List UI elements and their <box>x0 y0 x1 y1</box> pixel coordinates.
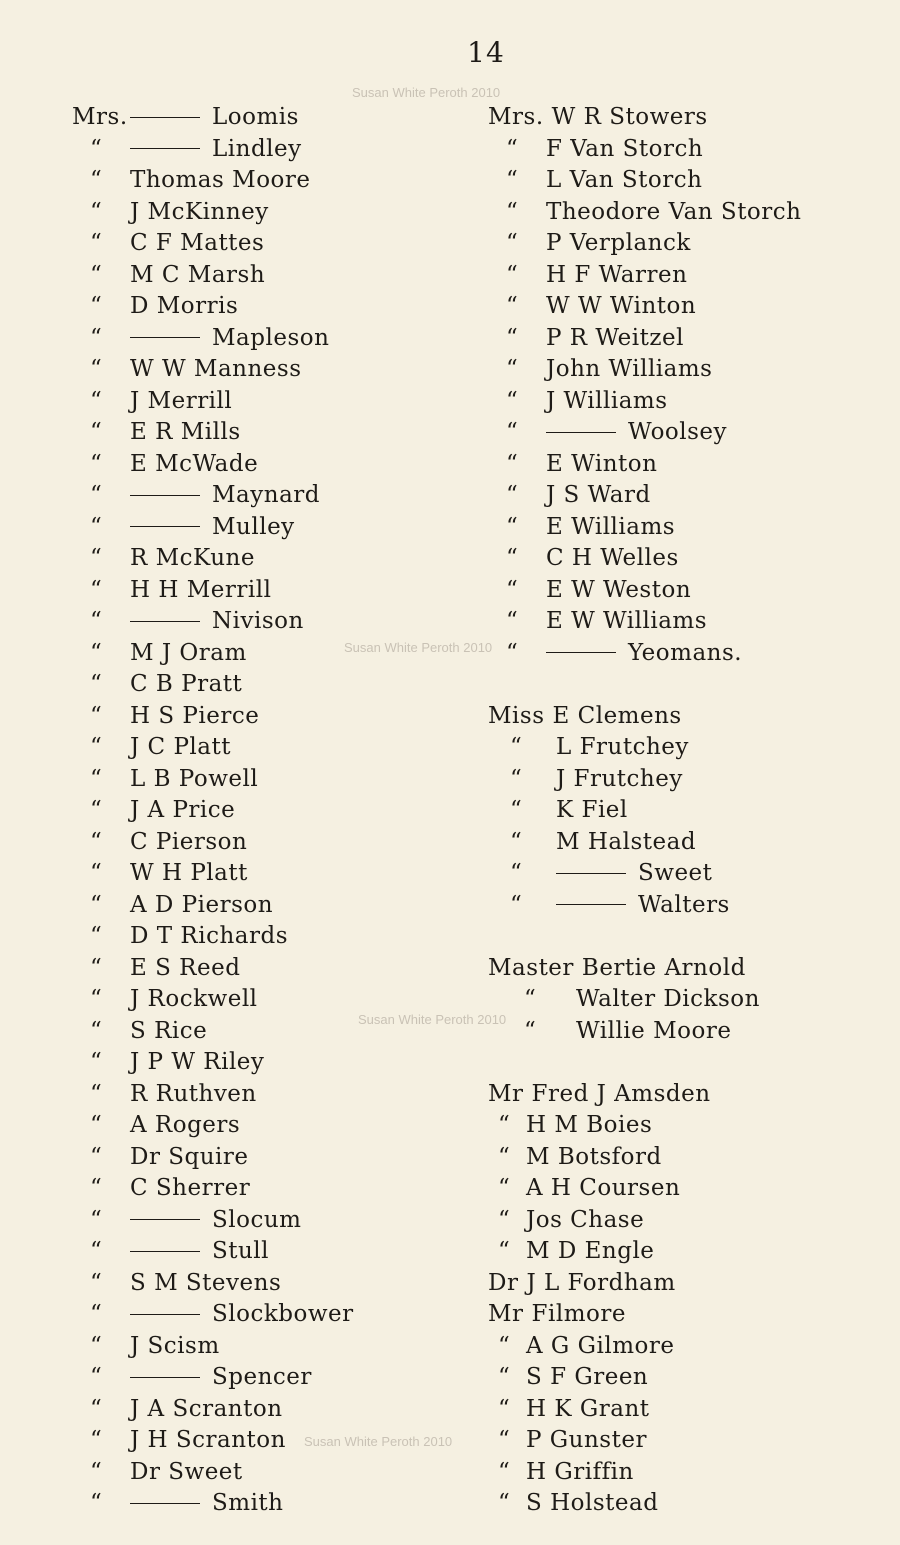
name-entry <box>72 1268 472 1300</box>
person-name: C H Welles <box>546 545 679 571</box>
person-name: Jos Chase <box>526 1206 645 1233</box>
honorific-prefix: “ <box>498 1238 511 1264</box>
person-name: J Scism <box>130 1332 220 1359</box>
blank-dash <box>130 621 200 622</box>
honorific-prefix: “ <box>90 1049 103 1075</box>
name-entry <box>488 795 888 827</box>
person-name: J L Fordham <box>526 1269 676 1296</box>
person-name: F Van Storch <box>546 135 704 162</box>
honorific-prefix: “ <box>506 608 519 634</box>
name-entry <box>488 701 888 733</box>
name-entry <box>488 449 888 481</box>
honorific-prefix: “ <box>90 1364 103 1390</box>
honorific-prefix: “ <box>90 293 103 319</box>
person-name: C Pierson <box>130 828 248 855</box>
name-entry <box>488 354 888 386</box>
name-entry <box>488 890 888 922</box>
name-entry <box>72 480 472 512</box>
honorific-prefix: “ <box>510 765 523 792</box>
name-entry <box>488 1079 888 1111</box>
right-name-column <box>488 102 888 1520</box>
person-name: S Rice <box>130 1017 208 1044</box>
person-name: Spencer <box>212 1364 312 1390</box>
name-entry <box>72 1299 472 1331</box>
person-name: Smith <box>212 1490 284 1516</box>
honorific-prefix: “ <box>524 986 537 1012</box>
honorific-prefix: “ <box>90 765 103 792</box>
person-name: S M Stevens <box>130 1269 282 1296</box>
name-entry <box>72 512 472 544</box>
person-name: A G Gilmore <box>526 1332 675 1359</box>
honorific-prefix: Mr <box>488 1301 524 1327</box>
person-name: Thomas Moore <box>130 167 311 193</box>
person-name: P R Weitzel <box>546 324 684 351</box>
person-name: L Van Storch <box>546 167 703 193</box>
name-entry <box>72 890 472 922</box>
person-name: J Merrill <box>130 387 233 414</box>
honorific-prefix: “ <box>90 1269 103 1296</box>
person-name: Sweet <box>638 860 713 886</box>
person-name: J A Price <box>130 797 236 823</box>
honorific-prefix: “ <box>510 891 523 918</box>
honorific-prefix: “ <box>510 734 523 760</box>
person-name: E R Mills <box>130 419 241 445</box>
honorific-prefix: “ <box>498 1395 511 1422</box>
honorific-prefix: “ <box>498 1364 511 1390</box>
honorific-prefix: “ <box>506 135 519 162</box>
name-entry <box>72 1425 472 1457</box>
name-entry <box>488 228 888 260</box>
name-entry <box>488 606 888 638</box>
name-entry <box>72 764 472 796</box>
person-name: E W Williams <box>546 608 708 634</box>
person-name: Walter Dickson <box>576 986 760 1012</box>
name-entry <box>72 984 472 1016</box>
honorific-prefix: Mrs. <box>72 104 128 130</box>
honorific-prefix: “ <box>90 135 103 162</box>
honorific-prefix: “ <box>90 797 103 823</box>
person-name: H H Merrill <box>130 576 272 603</box>
honorific-prefix: “ <box>90 1427 103 1453</box>
person-name: Slockbower <box>212 1301 354 1327</box>
person-name: J C Platt <box>130 734 231 760</box>
honorific-prefix: “ <box>90 1080 103 1107</box>
person-name: J Williams <box>546 387 668 414</box>
honorific-prefix: “ <box>90 1301 103 1327</box>
honorific-prefix: “ <box>90 324 103 351</box>
name-entry <box>488 1110 888 1142</box>
name-entry <box>72 1362 472 1394</box>
honorific-prefix: “ <box>90 482 103 508</box>
person-name: Dr Sweet <box>130 1458 243 1485</box>
person-name: J Frutchey <box>556 765 683 792</box>
person-name: Maynard <box>212 482 320 508</box>
name-entry <box>72 323 472 355</box>
person-name: W W Winton <box>546 293 697 319</box>
honorific-prefix: “ <box>498 1112 511 1138</box>
person-name: A H Coursen <box>526 1175 681 1201</box>
honorific-prefix: “ <box>506 450 519 477</box>
person-name: A D Pierson <box>130 891 274 918</box>
person-name: E S Reed <box>130 954 241 981</box>
name-entry <box>72 260 472 292</box>
honorific-prefix: “ <box>510 797 523 823</box>
left-name-column <box>72 102 472 1520</box>
honorific-prefix: Mr <box>488 1080 524 1107</box>
honorific-prefix: “ <box>90 608 103 634</box>
honorific-prefix: “ <box>90 356 103 382</box>
honorific-prefix: “ <box>506 324 519 351</box>
honorific-prefix: “ <box>90 576 103 603</box>
person-name: S Holstead <box>526 1490 659 1516</box>
honorific-prefix: “ <box>90 1490 103 1516</box>
person-name: Yeomans. <box>628 639 743 666</box>
name-entry <box>488 386 888 418</box>
person-name: H F Warren <box>546 261 688 288</box>
honorific-prefix: “ <box>506 639 519 666</box>
person-name: Mapleson <box>212 324 330 351</box>
name-entry <box>72 197 472 229</box>
group-gap <box>488 921 888 953</box>
person-name: E McWade <box>130 450 259 477</box>
person-name: P Gunster <box>526 1427 647 1453</box>
person-name: Willie Moore <box>576 1017 732 1044</box>
honorific-prefix: “ <box>90 639 103 666</box>
honorific-prefix: “ <box>90 419 103 445</box>
honorific-prefix: “ <box>90 860 103 886</box>
person-name: E W Weston <box>546 576 692 603</box>
person-name: J P W Riley <box>130 1049 265 1075</box>
name-entry <box>72 1488 472 1520</box>
honorific-prefix: “ <box>90 1175 103 1201</box>
person-name: Fred J Amsden <box>531 1080 711 1107</box>
name-entry <box>488 1425 888 1457</box>
name-entry <box>488 1142 888 1174</box>
name-entry <box>488 102 888 134</box>
name-entry <box>488 984 888 1016</box>
blank-dash <box>546 652 616 653</box>
group-gap <box>488 1047 888 1079</box>
name-entry <box>488 638 888 670</box>
name-entry <box>72 1079 472 1111</box>
watermark: Susan White Peroth 2010 <box>304 1434 453 1449</box>
honorific-prefix: “ <box>506 576 519 603</box>
person-name: J McKinney <box>130 198 269 225</box>
name-entry <box>72 291 472 323</box>
name-entry <box>72 638 472 670</box>
person-name: Nivison <box>212 608 304 634</box>
honorific-prefix: “ <box>90 1458 103 1485</box>
name-entry <box>488 1173 888 1205</box>
honorific-prefix: “ <box>90 513 103 540</box>
name-entry <box>72 732 472 764</box>
name-entry <box>488 1488 888 1520</box>
honorific-prefix: “ <box>90 923 103 949</box>
honorific-prefix: “ <box>506 198 519 225</box>
person-name: D T Richards <box>130 923 289 949</box>
name-entry <box>488 1299 888 1331</box>
person-name: E Clemens <box>552 702 682 729</box>
person-name: Loomis <box>212 104 299 130</box>
name-entry <box>72 858 472 890</box>
honorific-prefix: Mrs. <box>488 104 544 130</box>
honorific-prefix: “ <box>506 545 519 571</box>
name-entry <box>72 606 472 638</box>
honorific-prefix: “ <box>498 1206 511 1233</box>
name-entry <box>72 102 472 134</box>
person-name: Walters <box>638 891 730 918</box>
honorific-prefix: “ <box>90 450 103 477</box>
person-name: Filmore <box>531 1301 626 1327</box>
name-entry <box>488 575 888 607</box>
name-entry <box>488 764 888 796</box>
name-entry <box>488 1457 888 1489</box>
blank-dash <box>130 1314 200 1315</box>
blank-dash <box>546 432 616 433</box>
name-entry <box>488 858 888 890</box>
honorific-prefix: “ <box>90 1238 103 1264</box>
name-entry <box>488 165 888 197</box>
name-entry <box>488 1268 888 1300</box>
honorific-prefix: “ <box>506 167 519 193</box>
blank-dash <box>130 526 200 527</box>
honorific-prefix: “ <box>90 167 103 193</box>
name-entry <box>72 827 472 859</box>
page-number: 14 <box>467 36 505 69</box>
honorific-prefix: “ <box>498 1143 511 1170</box>
name-entry <box>488 1205 888 1237</box>
group-gap <box>488 669 888 701</box>
honorific-prefix: “ <box>506 482 519 508</box>
honorific-prefix: Miss <box>488 702 545 729</box>
name-entry <box>72 1110 472 1142</box>
person-name: Lindley <box>212 135 302 162</box>
name-entry <box>488 480 888 512</box>
person-name: C Sherrer <box>130 1175 251 1201</box>
person-name: J A Scranton <box>130 1395 283 1422</box>
person-name: W H Platt <box>130 860 248 886</box>
honorific-prefix: “ <box>90 261 103 288</box>
name-entry <box>488 512 888 544</box>
honorific-prefix: “ <box>498 1175 511 1201</box>
person-name: M D Engle <box>526 1238 655 1264</box>
honorific-prefix: “ <box>506 293 519 319</box>
name-entry <box>72 575 472 607</box>
honorific-prefix: “ <box>510 828 523 855</box>
person-name: Mulley <box>212 513 295 540</box>
person-name: Dr Squire <box>130 1143 249 1170</box>
blank-dash <box>130 1219 200 1220</box>
honorific-prefix: “ <box>498 1427 511 1453</box>
person-name: J Rockwell <box>130 986 258 1012</box>
name-entry <box>72 1173 472 1205</box>
name-entry <box>488 1394 888 1426</box>
honorific-prefix: “ <box>90 954 103 981</box>
honorific-prefix: “ <box>90 702 103 729</box>
person-name: J S Ward <box>546 482 651 508</box>
honorific-prefix: “ <box>510 860 523 886</box>
person-name: P Verplanck <box>546 230 691 256</box>
honorific-prefix: Master <box>488 954 574 981</box>
honorific-prefix: “ <box>90 671 103 697</box>
honorific-prefix: “ <box>506 387 519 414</box>
person-name: K Fiel <box>556 797 628 823</box>
blank-dash <box>130 337 200 338</box>
name-entry <box>72 701 472 733</box>
name-entry <box>72 1236 472 1268</box>
honorific-prefix: “ <box>90 986 103 1012</box>
name-entry <box>72 134 472 166</box>
name-entry <box>488 1331 888 1363</box>
name-entry <box>72 228 472 260</box>
person-name: Woolsey <box>628 419 728 445</box>
person-name: H K Grant <box>526 1395 650 1422</box>
name-entry <box>72 669 472 701</box>
name-entry <box>72 1394 472 1426</box>
person-name: L Frutchey <box>556 734 689 760</box>
person-name: E Williams <box>546 513 676 540</box>
person-name: M Botsford <box>526 1143 662 1170</box>
honorific-prefix: “ <box>90 1395 103 1422</box>
person-name: M C Marsh <box>130 261 266 288</box>
name-entry <box>72 1047 472 1079</box>
name-entry <box>488 417 888 449</box>
honorific-prefix: “ <box>90 1332 103 1359</box>
person-name: John Williams <box>546 356 713 382</box>
person-name: Bertie Arnold <box>581 954 746 981</box>
person-name: Theodore Van Storch <box>546 198 802 225</box>
person-name: A Rogers <box>130 1112 241 1138</box>
blank-dash <box>130 1377 200 1378</box>
name-entry <box>72 1331 472 1363</box>
honorific-prefix: “ <box>498 1490 511 1516</box>
name-entry <box>488 260 888 292</box>
name-entry <box>72 417 472 449</box>
watermark: Susan White Peroth 2010 <box>344 640 493 655</box>
person-name: R McKune <box>130 545 255 571</box>
name-entry <box>72 386 472 418</box>
name-entry <box>488 197 888 229</box>
person-name: C F Mattes <box>130 230 265 256</box>
name-entry <box>72 449 472 481</box>
person-name: C B Pratt <box>130 671 243 697</box>
honorific-prefix: “ <box>506 230 519 256</box>
name-entry <box>488 323 888 355</box>
name-entry <box>488 732 888 764</box>
name-entry <box>72 1457 472 1489</box>
person-name: M Halstead <box>556 828 697 855</box>
person-name: E Winton <box>546 450 658 477</box>
honorific-prefix: “ <box>498 1332 511 1359</box>
watermark: Susan White Peroth 2010 <box>358 1012 507 1027</box>
blank-dash <box>556 904 626 905</box>
blank-dash <box>130 1251 200 1252</box>
honorific-prefix: “ <box>506 419 519 445</box>
person-name: Slocum <box>212 1206 302 1233</box>
honorific-prefix: “ <box>90 1143 103 1170</box>
blank-dash <box>556 873 626 874</box>
blank-dash <box>130 148 200 149</box>
blank-dash <box>130 117 200 118</box>
name-entry <box>488 134 888 166</box>
honorific-prefix: “ <box>90 828 103 855</box>
person-name: H S Pierce <box>130 702 260 729</box>
person-name: L B Powell <box>130 765 259 792</box>
name-entry <box>72 795 472 827</box>
blank-dash <box>130 1503 200 1504</box>
person-name: W R Stowers <box>551 104 708 130</box>
person-name: H M Boies <box>526 1112 653 1138</box>
honorific-prefix: “ <box>90 230 103 256</box>
name-entry <box>72 953 472 985</box>
person-name: J H Scranton <box>130 1427 286 1453</box>
name-entry <box>72 921 472 953</box>
name-entry <box>72 1142 472 1174</box>
person-name: S F Green <box>526 1364 649 1390</box>
name-entry <box>72 1016 472 1048</box>
honorific-prefix: “ <box>90 891 103 918</box>
name-entry <box>72 165 472 197</box>
person-name: M J Oram <box>130 639 247 666</box>
honorific-prefix: Dr <box>488 1269 519 1296</box>
name-entry <box>488 827 888 859</box>
person-name: D Morris <box>130 293 239 319</box>
person-name: W W Manness <box>130 356 302 382</box>
person-name: R Ruthven <box>130 1080 257 1107</box>
honorific-prefix: “ <box>90 1206 103 1233</box>
honorific-prefix: “ <box>506 356 519 382</box>
honorific-prefix: “ <box>90 198 103 225</box>
honorific-prefix: “ <box>524 1017 537 1044</box>
honorific-prefix: “ <box>506 261 519 288</box>
honorific-prefix: “ <box>506 513 519 540</box>
name-entry <box>488 1362 888 1394</box>
honorific-prefix: “ <box>90 734 103 760</box>
name-entry <box>488 291 888 323</box>
name-entry <box>488 1016 888 1048</box>
person-name: H Griffin <box>526 1458 634 1485</box>
name-entry <box>72 354 472 386</box>
name-entry <box>488 953 888 985</box>
person-name: Stull <box>212 1238 270 1264</box>
name-entry <box>488 543 888 575</box>
honorific-prefix: “ <box>90 1112 103 1138</box>
name-entry <box>72 543 472 575</box>
name-entry <box>488 1236 888 1268</box>
name-entry <box>72 1205 472 1237</box>
blank-dash <box>130 495 200 496</box>
honorific-prefix: “ <box>90 1017 103 1044</box>
honorific-prefix: “ <box>90 545 103 571</box>
honorific-prefix: “ <box>90 387 103 414</box>
honorific-prefix: “ <box>498 1458 511 1485</box>
watermark: Susan White Peroth 2010 <box>352 85 501 100</box>
